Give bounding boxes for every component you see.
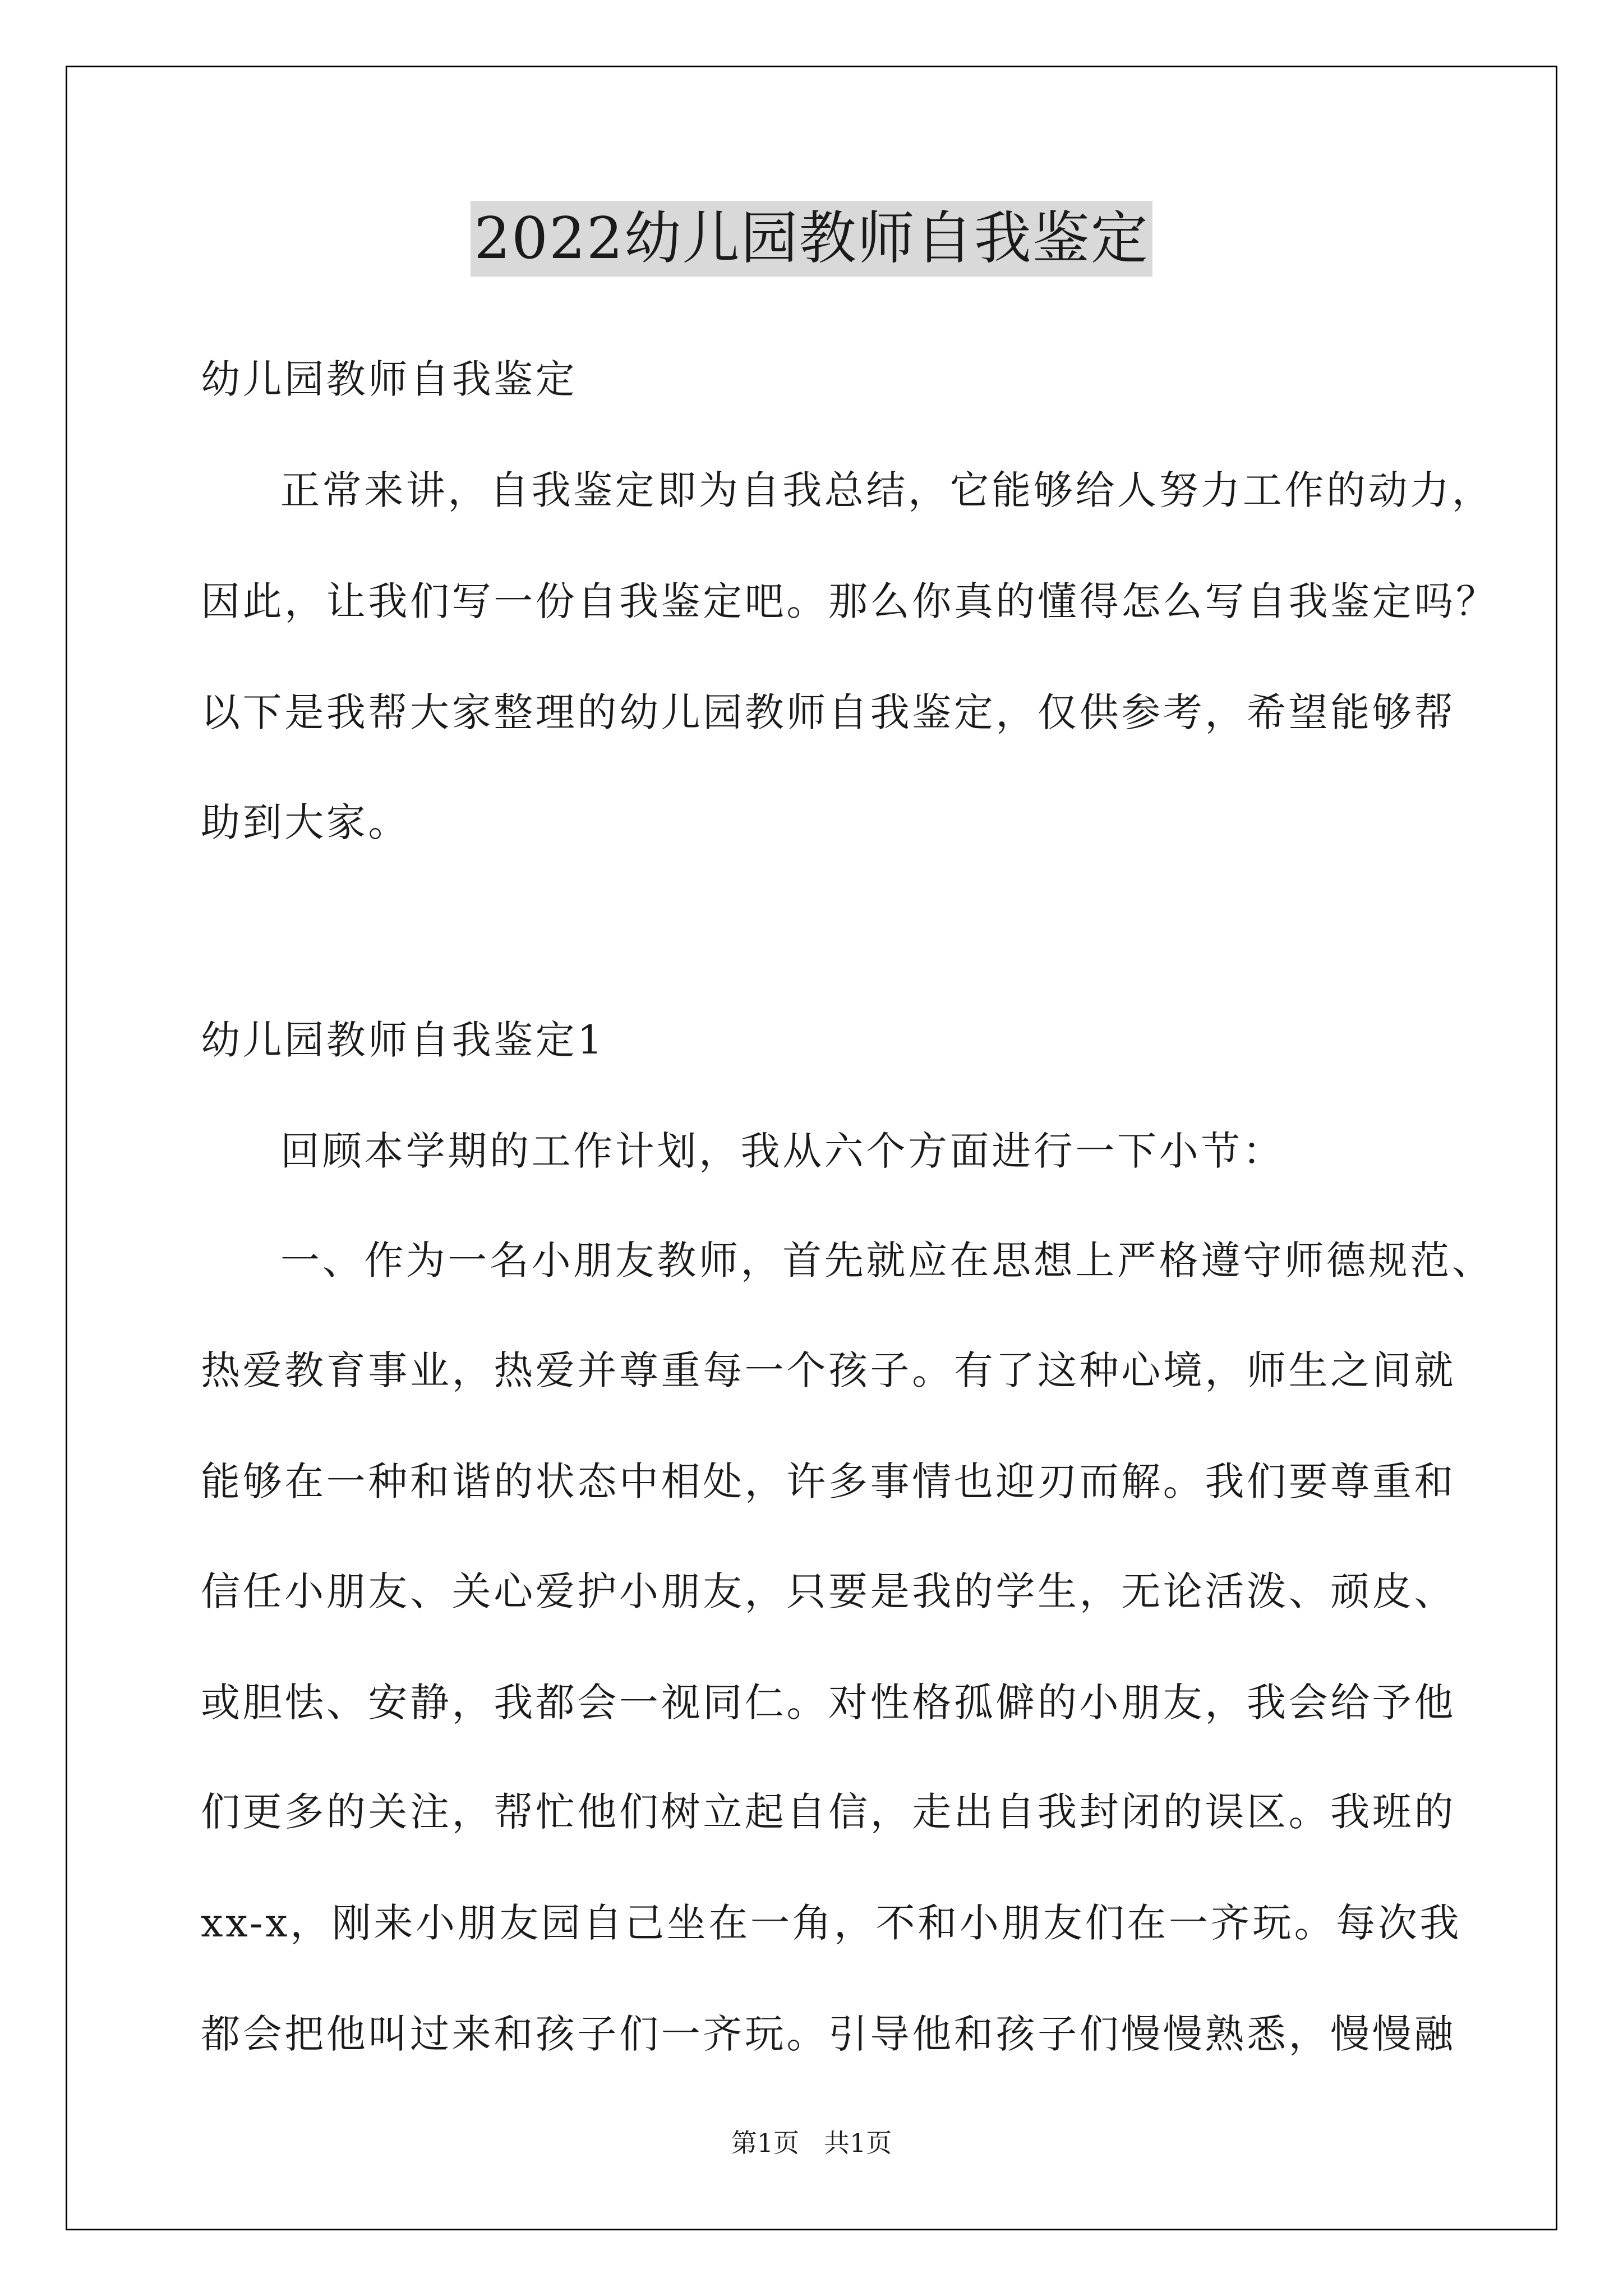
body-line: 都会把他叫过来和孩子们一齐玩。引导他和孩子们慢慢熟悉，慢慢融 bbox=[201, 2011, 1456, 2057]
document-subtitle: 幼儿园教师自我鉴定 bbox=[201, 356, 578, 402]
intro-line: 正常来讲，自我鉴定即为自我总结，它能够给人努力工作的动力， bbox=[280, 467, 1494, 513]
page-number: 第1页 bbox=[731, 2128, 799, 2158]
intro-line: 因此，让我们写一份自我鉴定吧。那么你真的懂得怎么写自我鉴定吗？ bbox=[201, 578, 1498, 624]
section-intro: 回顾本学期的工作计划，我从六个方面进行一下小节： bbox=[280, 1128, 1285, 1174]
body-line: 能够在一种和谐的状态中相处，许多事情也迎刃而解。我们要尊重和 bbox=[201, 1458, 1456, 1504]
body-line: 信任小朋友、关心爱护小朋友，只要是我的学生，无论活泼、顽皮、 bbox=[201, 1568, 1456, 1614]
body-line: 热爱教育事业，热爱并尊重每一个孩子。有了这种心境，师生之间就 bbox=[201, 1347, 1456, 1393]
body-line: xx-x，刚来小朋友园自己坐在一角，不和小朋友们在一齐玩。每次我 bbox=[201, 1900, 1462, 1946]
page-footer bbox=[0, 2126, 1623, 2160]
body-line: 们更多的关注，帮忙他们树立起自信，走出自我封闭的误区。我班的 bbox=[201, 1789, 1456, 1835]
document-title: 2022幼儿园教师自我鉴定 bbox=[471, 201, 1152, 277]
page-total: 共1页 bbox=[824, 2128, 892, 2158]
title-container bbox=[0, 201, 1623, 277]
body-line: 一、作为一名小朋友教师，首先就应在思想上严格遵守师德规范、 bbox=[280, 1237, 1494, 1283]
section-heading: 幼儿园教师自我鉴定1 bbox=[201, 1017, 605, 1063]
body-line: 或胆怯、安静，我都会一视同仁。对性格孤僻的小朋友，我会给予他 bbox=[201, 1680, 1456, 1726]
intro-line: 以下是我帮大家整理的幼儿园教师自我鉴定，仅供参考，希望能够帮 bbox=[201, 689, 1456, 735]
intro-line: 助到大家。 bbox=[201, 799, 410, 845]
